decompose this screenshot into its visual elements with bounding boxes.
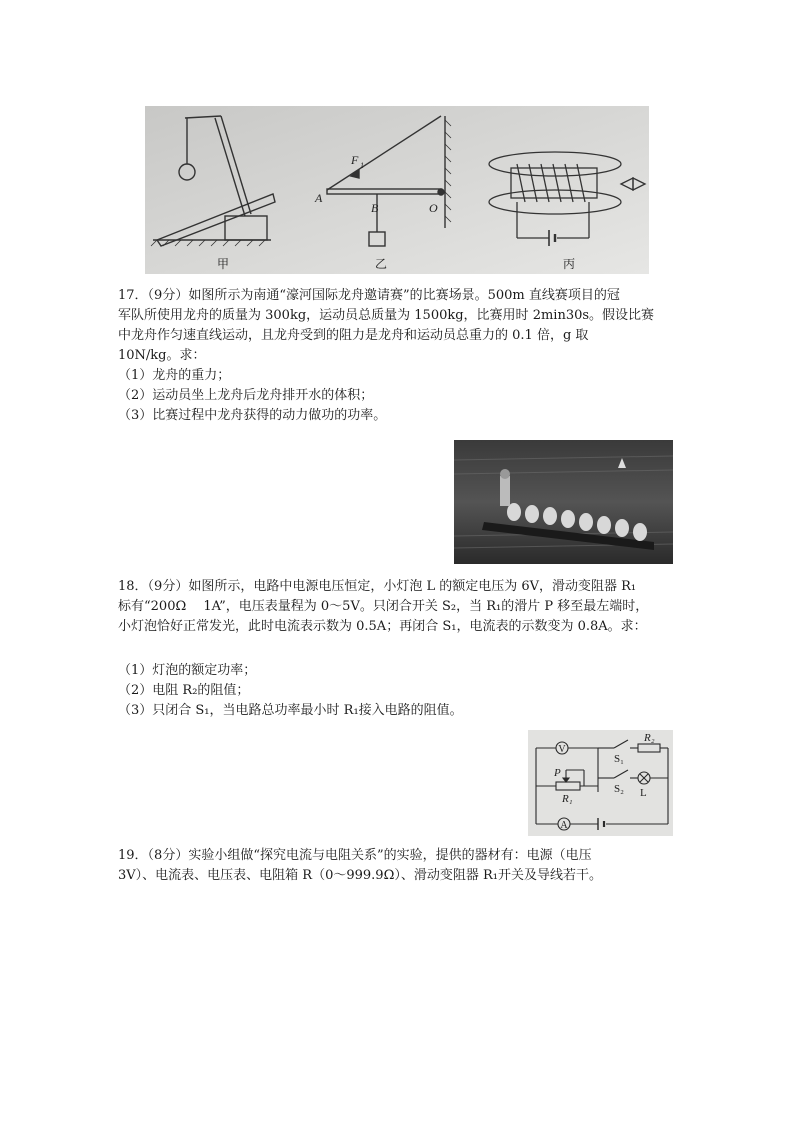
label-R2: R₂ [644, 732, 655, 744]
label-F1: F [351, 153, 359, 167]
q17-line-3: 中龙舟作匀速直线运动，且龙舟受到的阻力是龙舟和运动员总重力的 0.1 倍，g 取 [118, 328, 589, 343]
label-B: B [371, 201, 379, 215]
q18-line-1: 18．（9分）如图所示，电路中电源电压恒定，小灯泡 L 的额定电压为 6V，滑动变阻器 R₁ [118, 579, 637, 594]
label-A: A [315, 191, 323, 205]
q17-sub-2: （2）运动员坐上龙舟后龙舟排开水的体积； [118, 388, 374, 403]
label-R1: R₁ [562, 793, 573, 805]
question-18-subs [118, 661, 463, 721]
label-O: O [429, 201, 438, 215]
figure-top-diagram [145, 106, 649, 274]
question-17 [118, 286, 654, 426]
q18-sub-1: （1）灯泡的额定功率； [118, 663, 257, 678]
q19-line-2: 3V）、电流表、电压表、电阻箱 R（0～999.9Ω）、滑动变阻器 R₁开关及导线若干。 [118, 868, 602, 883]
q18-line-2: 标有“200Ω 1A”，电压表量程为 0～5V。只闭合开关 S₂，当 R₁的滑片 P 移至最左端时， [118, 599, 649, 614]
q17-sub-1: （1）龙舟的重力； [118, 368, 231, 383]
label-L: L [640, 787, 647, 799]
q18-sub-3: （3）只闭合 S₁，当电路总功率最小时 R₁接入电路的阻值。 [118, 703, 463, 718]
q18-sub-2: （2）电阻 R₂的阻值； [118, 683, 250, 698]
q17-line-2: 军队所使用龙舟的质量为 300kg，运动员总质量为 1500kg，比赛用时 2min30s。假设比赛 [118, 308, 655, 323]
q17-line-4: 10N/kg。求： [118, 348, 206, 363]
q19-line-1: 19．（8分）实验小组做“探究电流与电阻关系”的实验，提供的器材有：电源（电压 [118, 848, 592, 863]
label-S2: S₂ [614, 783, 624, 795]
circuit-photo [528, 730, 673, 836]
q17-line-1: 17．（9分）如图所示为南通“濠河国际龙舟邀请赛”的比赛场景。500m 直线赛项目的冠 [118, 288, 620, 303]
q17-sub-3: （3）比赛过程中龙舟获得的动力做功的功率。 [118, 408, 387, 423]
question-18 [118, 577, 648, 637]
label-jia: 甲 [217, 257, 230, 271]
label-bing: 丙 [563, 257, 576, 271]
dragon-boat-photo [454, 440, 673, 564]
label-yi: 乙 [375, 257, 388, 271]
label-P: P [554, 767, 561, 779]
label-S1: S₁ [614, 753, 624, 765]
q18-line-3: 小灯泡恰好正常发光，此时电流表示数为 0.5A；再闭合 S₁，电流表的示数变为 0.8A。求： [118, 619, 647, 634]
circuit-diagram [528, 730, 673, 836]
dragon-boat-image [454, 440, 673, 564]
question-19 [118, 846, 602, 886]
figure-top-photo [145, 106, 649, 274]
label-F1-sub: 1 [360, 161, 364, 170]
ammeter-label: A [560, 820, 568, 831]
voltmeter-label: V [558, 744, 566, 755]
